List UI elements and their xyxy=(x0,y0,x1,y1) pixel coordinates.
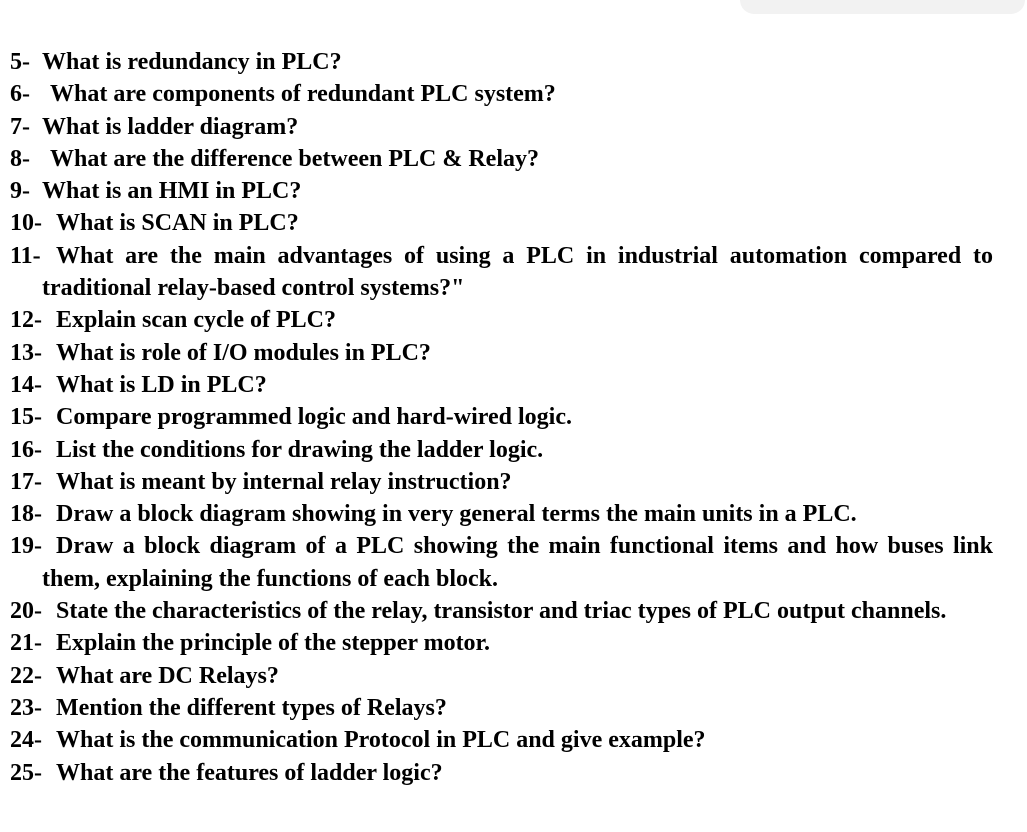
question-number: 20- xyxy=(10,598,42,625)
question-item-cut-off xyxy=(10,789,993,803)
question-list xyxy=(10,46,993,803)
question-number: 16- xyxy=(10,436,42,463)
question-number: 10- xyxy=(10,210,42,237)
question-number: 18- xyxy=(10,501,42,528)
question-text: What are components of redundant PLC system? xyxy=(50,81,556,108)
question-item xyxy=(10,434,993,466)
question-item xyxy=(10,143,993,175)
question-text: What are the difference between PLC & Relay? xyxy=(50,145,539,172)
question-text: List the conditions for drawing the ladder logic. xyxy=(56,436,544,463)
question-item xyxy=(10,498,993,530)
question-item xyxy=(10,724,993,756)
question-item xyxy=(10,595,993,627)
question-number: 8- xyxy=(10,145,30,172)
question-number: 13- xyxy=(10,339,42,366)
question-text: What is an HMI in PLC? xyxy=(42,178,302,205)
question-item xyxy=(10,401,993,433)
question-item xyxy=(10,78,993,110)
question-item xyxy=(10,530,993,595)
question-text: What is redundancy in PLC? xyxy=(42,49,342,75)
question-number: 25- xyxy=(10,759,42,786)
question-text: Explain the principle of the stepper motor. xyxy=(56,630,491,657)
question-item xyxy=(10,660,993,692)
question-text: What are the main advantages of using a PLC in industrial automation compared to traditional relay-based control systems?" xyxy=(42,242,993,302)
question-item xyxy=(10,757,993,789)
question-item xyxy=(10,627,993,659)
question-item xyxy=(10,240,993,305)
question-number: 11- xyxy=(10,242,41,269)
question-text: What is meant by internal relay instruction? xyxy=(56,468,512,495)
question-text: Explain scan cycle of PLC? xyxy=(56,307,336,334)
question-text: What is the communication Protocol in PLC and give example? xyxy=(56,727,706,754)
question-number: 21- xyxy=(10,630,42,657)
question-item xyxy=(10,466,993,498)
question-text: What are the features of ladder logic? xyxy=(56,759,443,786)
question-item xyxy=(10,337,993,369)
question-number: 7- xyxy=(10,113,30,140)
question-number: 12- xyxy=(10,307,42,334)
question-item xyxy=(10,111,993,143)
question-text: What are DC Relays? xyxy=(56,662,279,689)
top-tab-shape xyxy=(740,0,1025,14)
question-number: 17- xyxy=(10,468,42,495)
question-item xyxy=(10,304,993,336)
question-item xyxy=(10,46,993,78)
question-number: 6- xyxy=(10,81,30,108)
question-number: 24- xyxy=(10,727,42,754)
question-number: 23- xyxy=(10,694,42,721)
question-item xyxy=(10,692,993,724)
question-text: What is SCAN in PLC? xyxy=(56,210,299,237)
question-text: What is role of I/O modules in PLC? xyxy=(56,339,431,366)
question-text: What is LD in PLC? xyxy=(56,371,267,398)
question-text: Draw a block diagram showing in very general terms the main units in a PLC. xyxy=(56,501,857,528)
question-number: 22- xyxy=(10,662,42,689)
question-number: 19- xyxy=(10,533,42,560)
question-item xyxy=(10,207,993,239)
question-number: 15- xyxy=(10,404,42,431)
question-number: 14- xyxy=(10,371,42,398)
question-text: Draw a block diagram of a PLC showing the main functional items and how buses link them, explaining the functions of each block. xyxy=(42,533,993,592)
question-text: State the characteristics of the relay, transistor and triac types of PLC output channels. xyxy=(56,598,947,625)
question-number: 9- xyxy=(10,178,30,205)
question-number: 5- xyxy=(10,49,30,75)
question-text: Compare programmed logic and hard-wired logic. xyxy=(56,404,572,431)
question-item xyxy=(10,369,993,401)
question-text: What is ladder diagram? xyxy=(42,113,299,140)
question-item xyxy=(10,175,993,207)
question-text: Mention the different types of Relays? xyxy=(56,694,447,721)
